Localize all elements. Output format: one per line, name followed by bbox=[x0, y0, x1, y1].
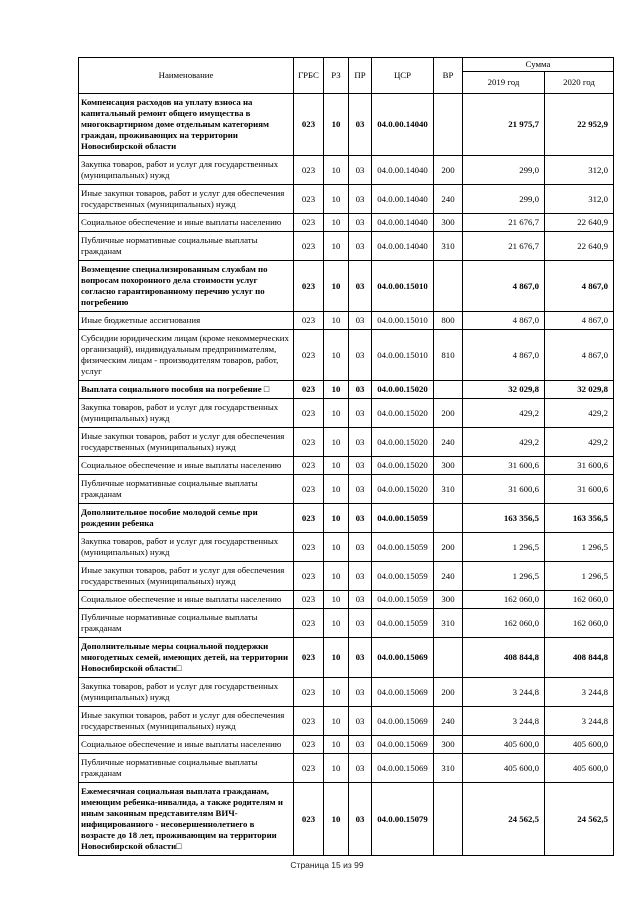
cell-sum-2019: 24 562,5 bbox=[463, 783, 545, 856]
cell-rz: 10 bbox=[324, 504, 349, 533]
cell-sum-2020: 405 600,0 bbox=[545, 736, 614, 754]
cell-csr: 04.0.00.14040 bbox=[372, 214, 434, 232]
cell-pr: 03 bbox=[349, 457, 372, 475]
cell-csr: 04.0.00.15059 bbox=[372, 562, 434, 591]
cell-vr: 810 bbox=[434, 330, 463, 381]
cell-csr: 04.0.00.15069 bbox=[372, 678, 434, 707]
cell-vr: 300 bbox=[434, 214, 463, 232]
cell-csr: 04.0.00.15069 bbox=[372, 638, 434, 678]
cell-grbs: 023 bbox=[294, 312, 324, 330]
cell-pr: 03 bbox=[349, 399, 372, 428]
cell-vr: 310 bbox=[434, 609, 463, 638]
cell-rz: 10 bbox=[324, 609, 349, 638]
cell-sum-2019: 162 060,0 bbox=[463, 609, 545, 638]
cell-name: Социальное обеспечение и иные выплаты населению bbox=[79, 214, 294, 232]
cell-name: Публичные нормативные социальные выплаты гражданам bbox=[79, 754, 294, 783]
table-row bbox=[79, 504, 614, 533]
cell-sum-2020: 24 562,5 bbox=[545, 783, 614, 856]
cell-name: Субсидии юридическим лицам (кроме некоммерческих организаций), индивидуальным предпринимателям, физическим лицам - производителям товаров, работ, услуг bbox=[79, 330, 294, 381]
cell-grbs: 023 bbox=[294, 562, 324, 591]
cell-rz: 10 bbox=[324, 214, 349, 232]
cell-sum-2020: 31 600,6 bbox=[545, 457, 614, 475]
table-row bbox=[79, 381, 614, 399]
cell-csr: 04.0.00.15059 bbox=[372, 591, 434, 609]
cell-csr: 04.0.00.14040 bbox=[372, 232, 434, 261]
cell-grbs: 023 bbox=[294, 232, 324, 261]
cell-sum-2019: 4 867,0 bbox=[463, 261, 545, 312]
col-header-2019: 2019 год bbox=[463, 72, 545, 94]
cell-grbs: 023 bbox=[294, 609, 324, 638]
table-row bbox=[79, 678, 614, 707]
cell-vr bbox=[434, 783, 463, 856]
cell-name: Закупка товаров, работ и услуг для государственных (муниципальных) нужд bbox=[79, 156, 294, 185]
cell-rz: 10 bbox=[324, 232, 349, 261]
cell-csr: 04.0.00.15020 bbox=[372, 475, 434, 504]
cell-vr: 300 bbox=[434, 736, 463, 754]
cell-vr: 240 bbox=[434, 707, 463, 736]
cell-csr: 04.0.00.15069 bbox=[372, 736, 434, 754]
cell-sum-2019: 429,2 bbox=[463, 428, 545, 457]
cell-grbs: 023 bbox=[294, 678, 324, 707]
cell-vr bbox=[434, 638, 463, 678]
cell-rz: 10 bbox=[324, 94, 349, 156]
cell-sum-2020: 32 029,8 bbox=[545, 381, 614, 399]
col-header-vr: ВР bbox=[434, 58, 463, 94]
cell-grbs: 023 bbox=[294, 591, 324, 609]
table-row bbox=[79, 94, 614, 156]
cell-sum-2019: 21 676,7 bbox=[463, 232, 545, 261]
cell-name: Социальное обеспечение и иные выплаты населению bbox=[79, 591, 294, 609]
cell-pr: 03 bbox=[349, 707, 372, 736]
cell-sum-2020: 3 244,8 bbox=[545, 707, 614, 736]
col-header-csr: ЦСР bbox=[372, 58, 434, 94]
cell-vr: 200 bbox=[434, 533, 463, 562]
cell-csr: 04.0.00.15010 bbox=[372, 312, 434, 330]
col-header-grbs: ГРБС bbox=[294, 58, 324, 94]
cell-vr bbox=[434, 261, 463, 312]
cell-vr bbox=[434, 381, 463, 399]
cell-pr: 03 bbox=[349, 562, 372, 591]
cell-sum-2020: 405 600,0 bbox=[545, 754, 614, 783]
table-row bbox=[79, 214, 614, 232]
table-row bbox=[79, 562, 614, 591]
cell-sum-2020: 22 952,9 bbox=[545, 94, 614, 156]
cell-pr: 03 bbox=[349, 504, 372, 533]
cell-sum-2020: 312,0 bbox=[545, 185, 614, 214]
cell-csr: 04.0.00.14040 bbox=[372, 185, 434, 214]
cell-sum-2019: 4 867,0 bbox=[463, 312, 545, 330]
cell-rz: 10 bbox=[324, 399, 349, 428]
cell-name: Возмещение специализированным службам по вопросам похоронного дела стоимости услуг согласно гарантированному перечню услуг по погребению bbox=[79, 261, 294, 312]
cell-sum-2019: 3 244,8 bbox=[463, 707, 545, 736]
col-header-sum: Сумма bbox=[463, 58, 614, 72]
cell-grbs: 023 bbox=[294, 783, 324, 856]
cell-csr: 04.0.00.15079 bbox=[372, 783, 434, 856]
cell-pr: 03 bbox=[349, 475, 372, 504]
cell-sum-2019: 31 600,6 bbox=[463, 475, 545, 504]
cell-sum-2020: 312,0 bbox=[545, 156, 614, 185]
col-header-pr: ПР bbox=[349, 58, 372, 94]
cell-grbs: 023 bbox=[294, 261, 324, 312]
cell-rz: 10 bbox=[324, 381, 349, 399]
cell-csr: 04.0.00.15059 bbox=[372, 533, 434, 562]
cell-sum-2020: 163 356,5 bbox=[545, 504, 614, 533]
cell-grbs: 023 bbox=[294, 381, 324, 399]
cell-vr: 310 bbox=[434, 475, 463, 504]
table-row bbox=[79, 185, 614, 214]
cell-sum-2020: 429,2 bbox=[545, 428, 614, 457]
cell-vr: 200 bbox=[434, 156, 463, 185]
cell-grbs: 023 bbox=[294, 185, 324, 214]
cell-vr: 300 bbox=[434, 591, 463, 609]
cell-csr: 04.0.00.15010 bbox=[372, 261, 434, 312]
cell-name: Компенсация расходов на уплату взноса на капитальный ремонт общего имущества в многоквартирном доме отдельным категориям граждан, проживающих на территории Новосибирской области bbox=[79, 94, 294, 156]
cell-rz: 10 bbox=[324, 457, 349, 475]
cell-name: Иные закупки товаров, работ и услуг для обеспечения государственных (муниципальных) нужд bbox=[79, 707, 294, 736]
cell-pr: 03 bbox=[349, 94, 372, 156]
cell-sum-2019: 21 975,7 bbox=[463, 94, 545, 156]
cell-sum-2020: 1 296,5 bbox=[545, 533, 614, 562]
cell-pr: 03 bbox=[349, 591, 372, 609]
cell-sum-2020: 22 640,9 bbox=[545, 232, 614, 261]
cell-grbs: 023 bbox=[294, 214, 324, 232]
cell-pr: 03 bbox=[349, 533, 372, 562]
cell-csr: 04.0.00.15010 bbox=[372, 330, 434, 381]
cell-sum-2019: 31 600,6 bbox=[463, 457, 545, 475]
cell-name: Публичные нормативные социальные выплаты гражданам bbox=[79, 609, 294, 638]
cell-grbs: 023 bbox=[294, 330, 324, 381]
cell-vr bbox=[434, 94, 463, 156]
cell-pr: 03 bbox=[349, 736, 372, 754]
cell-rz: 10 bbox=[324, 678, 349, 707]
table-row bbox=[79, 736, 614, 754]
table-row bbox=[79, 457, 614, 475]
col-header-rz: РЗ bbox=[324, 58, 349, 94]
cell-csr: 04.0.00.15069 bbox=[372, 707, 434, 736]
cell-pr: 03 bbox=[349, 214, 372, 232]
cell-csr: 04.0.00.15059 bbox=[372, 609, 434, 638]
table-row bbox=[79, 330, 614, 381]
cell-rz: 10 bbox=[324, 428, 349, 457]
table-row bbox=[79, 399, 614, 428]
cell-rz: 10 bbox=[324, 736, 349, 754]
cell-name: Закупка товаров, работ и услуг для государственных (муниципальных) нужд bbox=[79, 678, 294, 707]
table-body bbox=[79, 94, 614, 856]
cell-sum-2019: 408 844,8 bbox=[463, 638, 545, 678]
cell-csr: 04.0.00.15020 bbox=[372, 381, 434, 399]
table-row bbox=[79, 428, 614, 457]
cell-pr: 03 bbox=[349, 783, 372, 856]
cell-pr: 03 bbox=[349, 156, 372, 185]
cell-grbs: 023 bbox=[294, 504, 324, 533]
cell-grbs: 023 bbox=[294, 428, 324, 457]
table-row bbox=[79, 261, 614, 312]
cell-sum-2019: 299,0 bbox=[463, 156, 545, 185]
cell-grbs: 023 bbox=[294, 707, 324, 736]
cell-grbs: 023 bbox=[294, 475, 324, 504]
cell-csr: 04.0.00.15020 bbox=[372, 428, 434, 457]
cell-pr: 03 bbox=[349, 678, 372, 707]
col-header-2020: 2020 год bbox=[545, 72, 614, 94]
cell-sum-2019: 162 060,0 bbox=[463, 591, 545, 609]
cell-name: Выплата социального пособия на погребение □ bbox=[79, 381, 294, 399]
table-row bbox=[79, 232, 614, 261]
cell-vr: 240 bbox=[434, 428, 463, 457]
cell-sum-2019: 4 867,0 bbox=[463, 330, 545, 381]
cell-csr: 04.0.00.14040 bbox=[372, 94, 434, 156]
cell-csr: 04.0.00.14040 bbox=[372, 156, 434, 185]
cell-vr: 240 bbox=[434, 562, 463, 591]
cell-rz: 10 bbox=[324, 475, 349, 504]
table-row bbox=[79, 707, 614, 736]
table-row bbox=[79, 609, 614, 638]
cell-pr: 03 bbox=[349, 609, 372, 638]
cell-name: Социальное обеспечение и иные выплаты населению bbox=[79, 457, 294, 475]
cell-sum-2019: 1 296,5 bbox=[463, 562, 545, 591]
cell-sum-2020: 31 600,6 bbox=[545, 475, 614, 504]
cell-csr: 04.0.00.15020 bbox=[372, 399, 434, 428]
cell-rz: 10 bbox=[324, 707, 349, 736]
cell-name: Дополнительные меры социальной поддержки многодетных семей, имеющих детей, на территории Новосибирской области□ bbox=[79, 638, 294, 678]
cell-pr: 03 bbox=[349, 381, 372, 399]
cell-vr: 200 bbox=[434, 678, 463, 707]
cell-pr: 03 bbox=[349, 261, 372, 312]
cell-csr: 04.0.00.15059 bbox=[372, 504, 434, 533]
cell-vr bbox=[434, 504, 463, 533]
cell-sum-2019: 429,2 bbox=[463, 399, 545, 428]
cell-rz: 10 bbox=[324, 591, 349, 609]
cell-sum-2019: 1 296,5 bbox=[463, 533, 545, 562]
cell-grbs: 023 bbox=[294, 156, 324, 185]
table-row bbox=[79, 754, 614, 783]
page-number: Страница 15 из 99 bbox=[290, 860, 364, 870]
table-header-row bbox=[79, 58, 614, 72]
cell-rz: 10 bbox=[324, 783, 349, 856]
cell-vr: 200 bbox=[434, 399, 463, 428]
cell-name: Иные закупки товаров, работ и услуг для обеспечения государственных (муниципальных) нужд bbox=[79, 185, 294, 214]
cell-name: Иные бюджетные ассигнования bbox=[79, 312, 294, 330]
cell-sum-2019: 405 600,0 bbox=[463, 736, 545, 754]
cell-rz: 10 bbox=[324, 261, 349, 312]
col-header-name: Наименование bbox=[79, 58, 294, 94]
cell-grbs: 023 bbox=[294, 457, 324, 475]
cell-grbs: 023 bbox=[294, 94, 324, 156]
cell-rz: 10 bbox=[324, 156, 349, 185]
cell-pr: 03 bbox=[349, 754, 372, 783]
cell-name: Публичные нормативные социальные выплаты гражданам bbox=[79, 232, 294, 261]
cell-vr: 300 bbox=[434, 457, 463, 475]
cell-pr: 03 bbox=[349, 185, 372, 214]
cell-name: Дополнительное пособие молодой семье при рождении ребенка bbox=[79, 504, 294, 533]
cell-pr: 03 bbox=[349, 232, 372, 261]
cell-sum-2019: 32 029,8 bbox=[463, 381, 545, 399]
cell-name: Закупка товаров, работ и услуг для государственных (муниципальных) нужд bbox=[79, 399, 294, 428]
cell-vr: 310 bbox=[434, 754, 463, 783]
cell-name: Публичные нормативные социальные выплаты гражданам bbox=[79, 475, 294, 504]
cell-sum-2020: 429,2 bbox=[545, 399, 614, 428]
cell-rz: 10 bbox=[324, 330, 349, 381]
cell-rz: 10 bbox=[324, 638, 349, 678]
cell-name: Иные закупки товаров, работ и услуг для обеспечения государственных (муниципальных) нужд bbox=[79, 428, 294, 457]
cell-csr: 04.0.00.15020 bbox=[372, 457, 434, 475]
cell-sum-2019: 163 356,5 bbox=[463, 504, 545, 533]
budget-table bbox=[78, 57, 614, 856]
table-row bbox=[79, 591, 614, 609]
cell-pr: 03 bbox=[349, 312, 372, 330]
cell-name: Закупка товаров, работ и услуг для государственных (муниципальных) нужд bbox=[79, 533, 294, 562]
cell-name: Социальное обеспечение и иные выплаты населению bbox=[79, 736, 294, 754]
cell-rz: 10 bbox=[324, 312, 349, 330]
cell-rz: 10 bbox=[324, 533, 349, 562]
cell-grbs: 023 bbox=[294, 399, 324, 428]
cell-sum-2020: 4 867,0 bbox=[545, 330, 614, 381]
cell-name: Ежемесячная социальная выплата гражданам, имеющим ребенка-инвалида, а также родителям и иным законным представителям ВИЧ-инфицированного - несовершеннолетнего в возрасте до 18 лет, проживающим на территории Новосибирской области□ bbox=[79, 783, 294, 856]
cell-sum-2020: 4 867,0 bbox=[545, 261, 614, 312]
cell-sum-2020: 4 867,0 bbox=[545, 312, 614, 330]
cell-sum-2020: 162 060,0 bbox=[545, 609, 614, 638]
cell-grbs: 023 bbox=[294, 533, 324, 562]
cell-sum-2020: 408 844,8 bbox=[545, 638, 614, 678]
cell-sum-2020: 162 060,0 bbox=[545, 591, 614, 609]
cell-grbs: 023 bbox=[294, 754, 324, 783]
cell-sum-2019: 299,0 bbox=[463, 185, 545, 214]
table-row bbox=[79, 638, 614, 678]
table-row bbox=[79, 783, 614, 856]
table-row bbox=[79, 475, 614, 504]
cell-name: Иные закупки товаров, работ и услуг для обеспечения государственных (муниципальных) нужд bbox=[79, 562, 294, 591]
cell-sum-2020: 22 640,9 bbox=[545, 214, 614, 232]
cell-grbs: 023 bbox=[294, 736, 324, 754]
cell-sum-2019: 405 600,0 bbox=[463, 754, 545, 783]
cell-sum-2019: 3 244,8 bbox=[463, 678, 545, 707]
cell-pr: 03 bbox=[349, 428, 372, 457]
cell-pr: 03 bbox=[349, 638, 372, 678]
table-row bbox=[79, 312, 614, 330]
cell-sum-2020: 1 296,5 bbox=[545, 562, 614, 591]
cell-grbs: 023 bbox=[294, 638, 324, 678]
cell-rz: 10 bbox=[324, 754, 349, 783]
cell-vr: 310 bbox=[434, 232, 463, 261]
cell-rz: 10 bbox=[324, 562, 349, 591]
cell-sum-2020: 3 244,8 bbox=[545, 678, 614, 707]
cell-sum-2019: 21 676,7 bbox=[463, 214, 545, 232]
table-row bbox=[79, 533, 614, 562]
cell-vr: 800 bbox=[434, 312, 463, 330]
cell-csr: 04.0.00.15069 bbox=[372, 754, 434, 783]
cell-rz: 10 bbox=[324, 185, 349, 214]
cell-vr: 240 bbox=[434, 185, 463, 214]
cell-pr: 03 bbox=[349, 330, 372, 381]
table-row bbox=[79, 156, 614, 185]
